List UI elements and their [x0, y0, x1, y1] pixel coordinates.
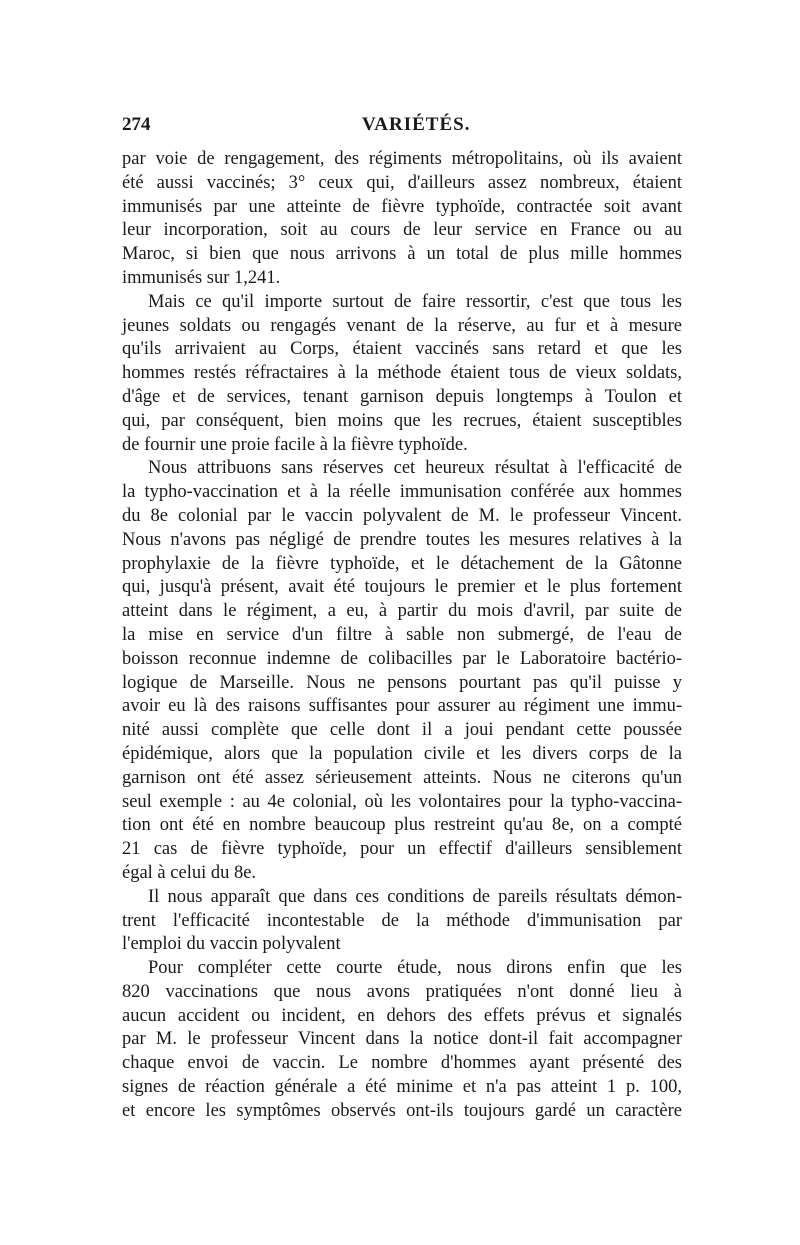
text-line: 21 cas de fièvre typhoïde, pour un effectif d'ailleurs sensiblement — [122, 839, 682, 860]
paragraph — [122, 957, 682, 1124]
text-line: qui, jusqu'à présent, avait été toujours le premier et le plus fortement — [122, 577, 682, 598]
text-line: tion ont été en nombre beaucoup plus restreint qu'au 8e, on a compté — [122, 815, 682, 836]
text-line: Nous n'avons pas négligé de prendre toutes les mesures relatives à la — [122, 529, 682, 550]
text-line: la mise en service d'un filtre à sable non submergé, de l'eau de — [122, 624, 682, 645]
paragraph — [122, 457, 682, 885]
text-line: épidémique, alors que la population civile et les divers corps de la — [122, 743, 682, 764]
text-line: chaque envoi de vaccin. Le nombre d'hommes ayant présenté des — [122, 1053, 682, 1074]
text-line: par voie de rengagement, des régiments métropolitains, où ils avaient — [122, 149, 682, 169]
text-line: 820 vaccinations que nous avons pratiquées n'ont donné lieu à — [122, 981, 682, 1002]
text-line: égal à celui du 8e. — [122, 862, 257, 883]
text-line: été aussi vaccinés; 3° ceux qui, d'ailleurs assez nombreux, étaient — [122, 172, 682, 193]
text-line: Pour compléter cette courte étude, nous dirons enfin que les — [148, 958, 682, 979]
text-line: qu'ils arrivaient au Corps, étaient vaccinés sans retard et que les — [122, 339, 682, 360]
text-line: immunisés sur 1,241. — [122, 267, 281, 288]
paragraph — [122, 291, 682, 458]
text-line: Nous attribuons sans réserves cet heureux résultat à l'efficacité de — [148, 458, 682, 479]
text-line: avoir eu là des raisons suffisantes pour assurer au régiment une immu- — [122, 696, 682, 717]
body-text — [122, 148, 682, 1124]
text-line: hommes restés réfractaires à la méthode étaient tous de vieux soldats, — [122, 363, 682, 384]
page-header — [122, 108, 682, 148]
text-line: aucun accident ou incident, en dehors des effets prévus et signalés — [122, 1005, 682, 1026]
text-line: la typho-vaccination et à la réelle immunisation conférée aux hommes — [122, 482, 682, 503]
text-line: seul exemple : au 4e colonial, où les volontaires pour la typho-vaccina- — [122, 791, 682, 812]
text-line: immunisés par une atteinte de fièvre typhoïde, contractée soit avant — [122, 196, 682, 217]
running-head: VARIÉTÉS. — [362, 114, 471, 135]
text-line: prophylaxie de la fièvre typhoïde, et le détachement de la Gâtonne — [122, 553, 682, 574]
text-line: Mais ce qu'il importe surtout de faire ressortir, c'est que tous les — [148, 291, 682, 312]
text-line: et encore les symptômes observés ont-ils toujours gardé un caractère — [122, 1100, 682, 1121]
text-line: qui, par conséquent, bien moins que les recrues, étaient susceptibles — [122, 410, 682, 431]
text-line: atteint dans le régiment, a eu, à partir du mois d'avril, par suite de — [122, 601, 682, 622]
text-line: Il nous apparaît que dans ces conditions de pareils résultats démon- — [148, 886, 682, 907]
text-line: de fournir une proie facile à la fièvre typhoïde. — [122, 434, 468, 455]
text-line: par M. le professeur Vincent dans la notice dont-il fait accompagner — [122, 1029, 682, 1050]
text-line: d'âge et de services, tenant garnison depuis longtemps à Toulon et — [122, 386, 682, 407]
text-line: trent l'efficacité incontestable de la méthode d'immunisation par — [122, 910, 682, 931]
paragraph — [122, 886, 682, 957]
text-line: Maroc, si bien que nous arrivons à un total de plus mille hommes — [122, 244, 682, 265]
book-page — [122, 108, 682, 1124]
paragraph — [122, 148, 682, 291]
text-line: du 8e colonial par le vaccin polyvalent de M. le professeur Vincent. — [122, 505, 682, 526]
text-line: boisson reconnue indemne de colibacilles par le Laboratoire bactério- — [122, 648, 682, 669]
text-line: nité aussi complète que celle dont il a joui pendant cette poussée — [122, 720, 682, 741]
text-line: garnison ont été assez sérieusement atteints. Nous ne citerons qu'un — [122, 767, 682, 788]
text-line: signes de réaction générale a été minime et n'a pas atteint 1 p. 100, — [122, 1077, 682, 1098]
text-line: l'emploi du vaccin polyvalent — [122, 934, 341, 955]
text-line: logique de Marseille. Nous ne pensons pourtant pas qu'il puisse y — [122, 672, 682, 693]
text-line: leur incorporation, soit au cours de leur service en France ou au — [122, 220, 682, 241]
page-number: 274 — [122, 114, 151, 135]
text-line: jeunes soldats ou rengagés venant de la réserve, au fur et à mesure — [122, 315, 682, 336]
